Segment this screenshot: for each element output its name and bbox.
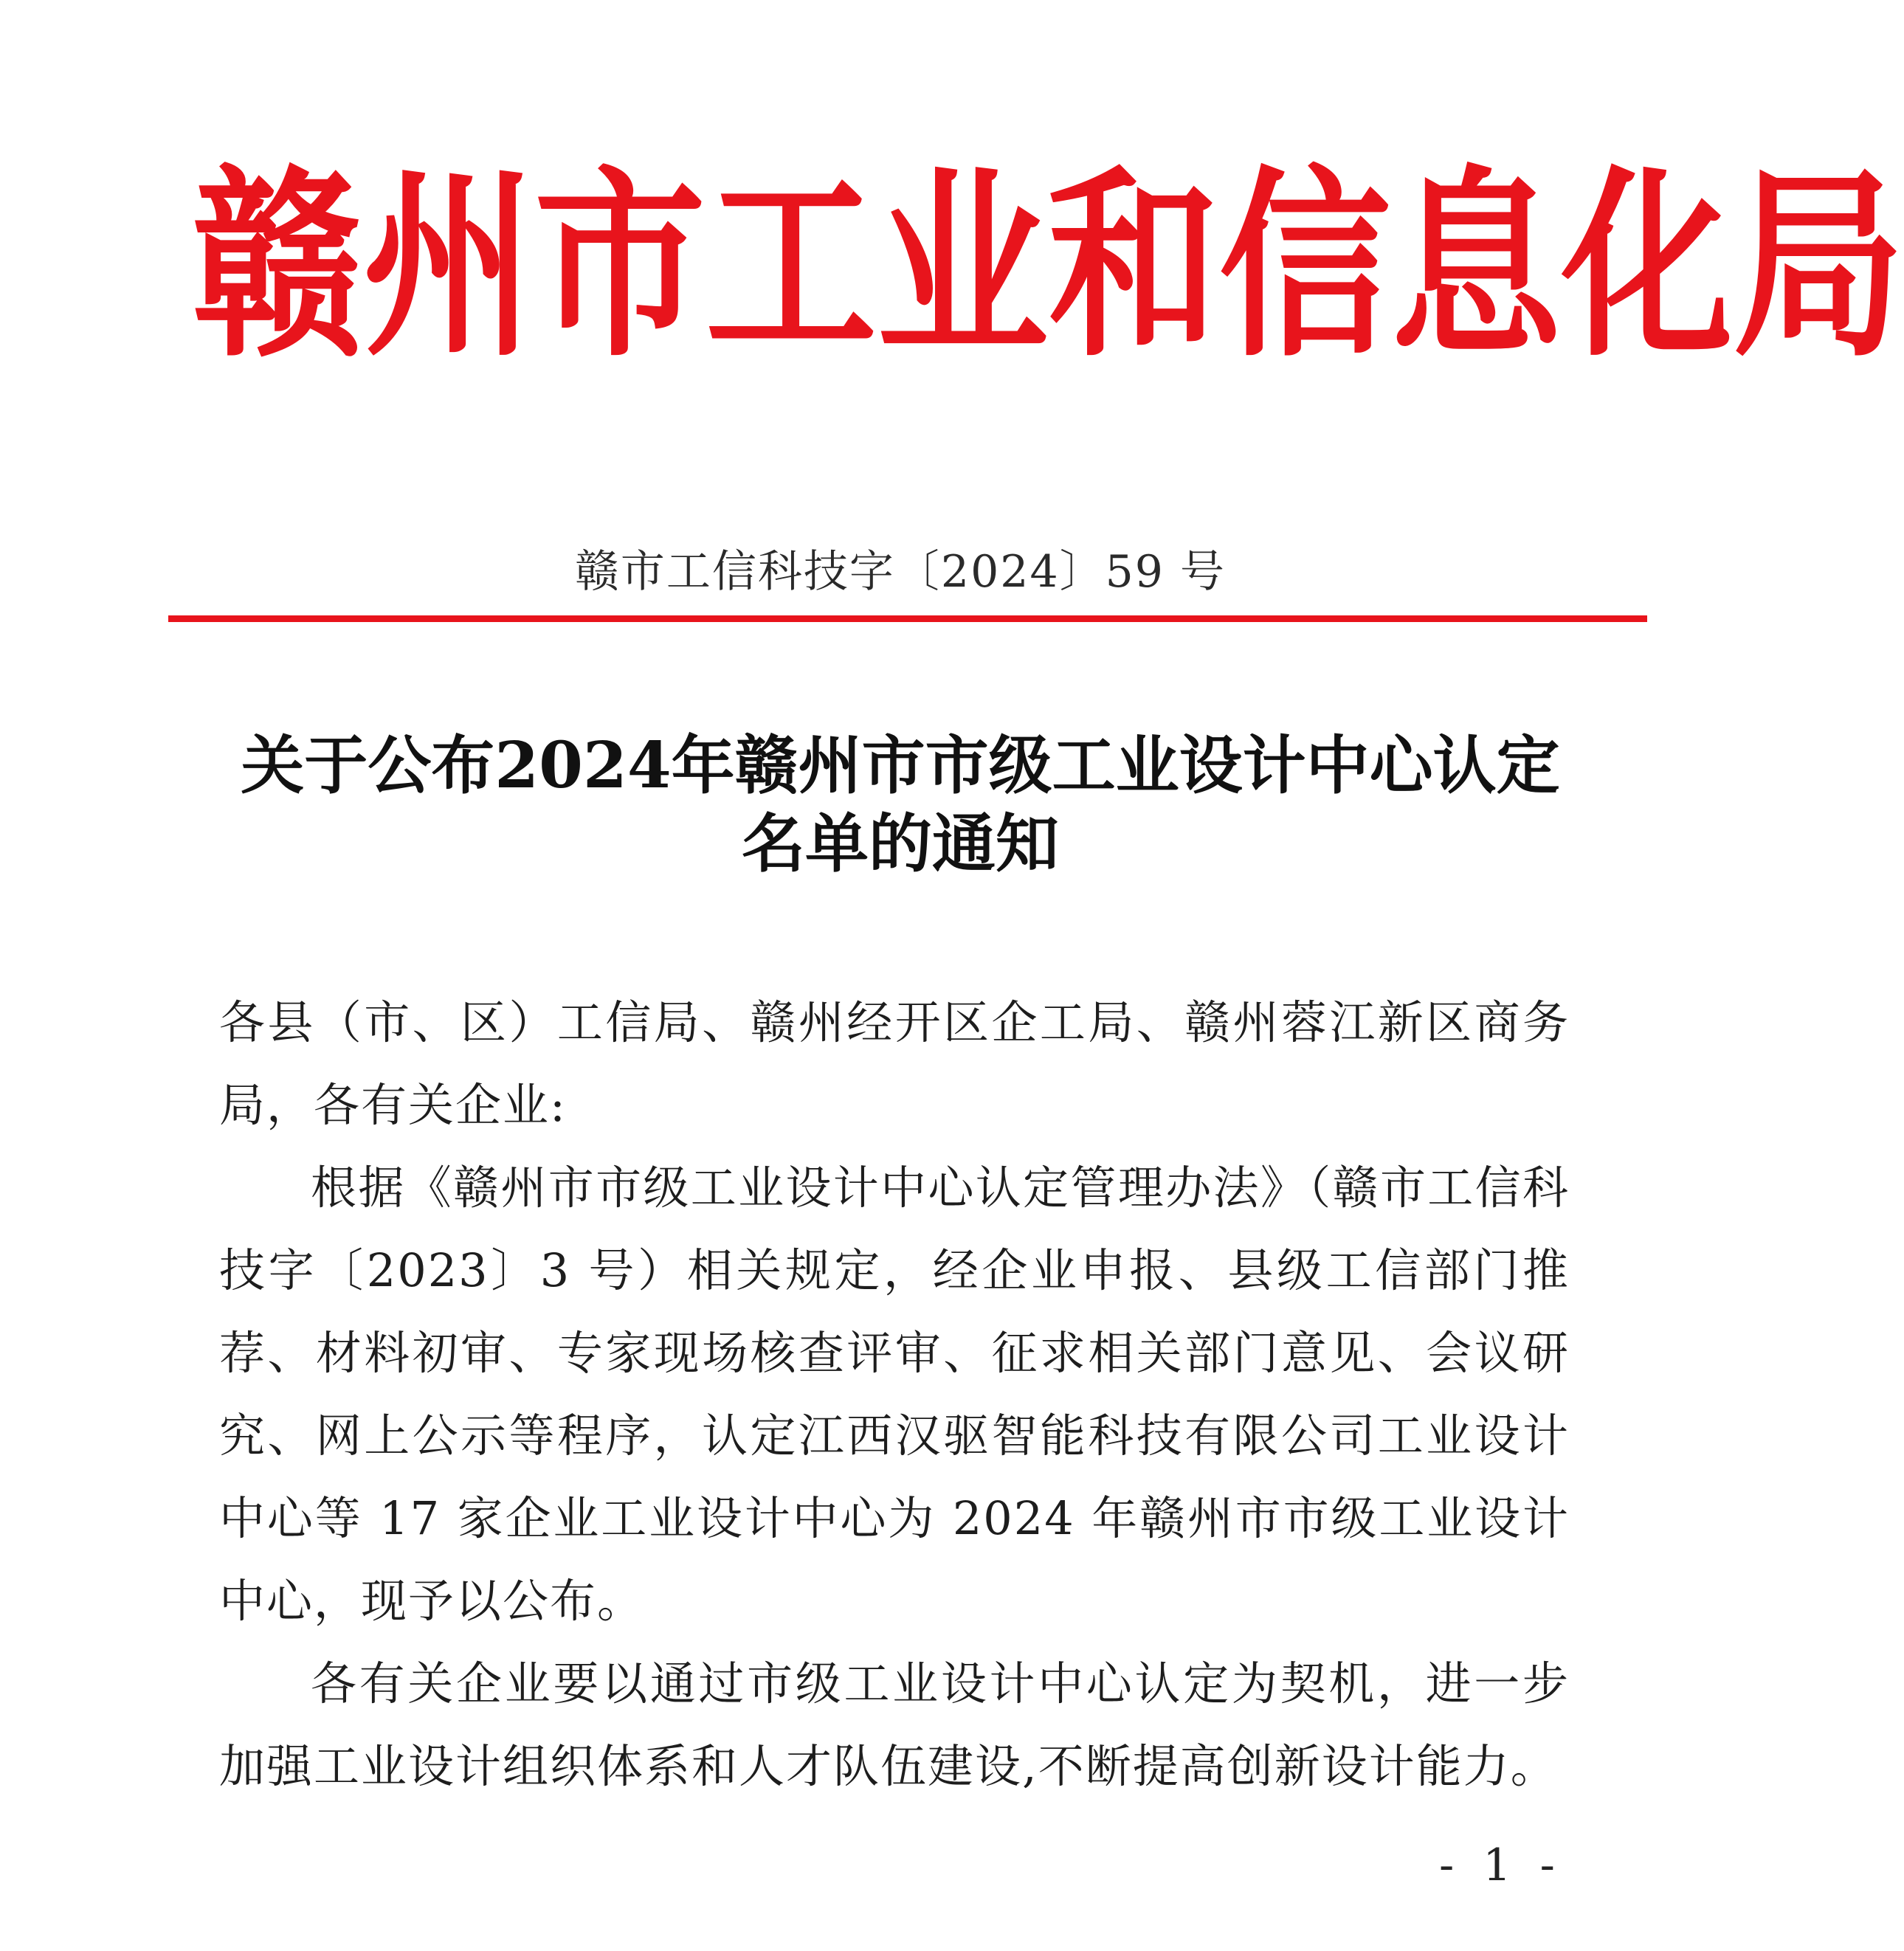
masthead-char: 息	[1390, 146, 1562, 384]
document-body	[219, 981, 1570, 1808]
masthead-char: 化	[1562, 146, 1734, 384]
salutation: 各县（市、区）工信局、赣州经开区企工局、赣州蓉江新区商务局，各有关企业:	[219, 995, 1570, 1132]
masthead-issuing-authority	[192, 146, 1904, 384]
masthead-char: 市	[534, 146, 706, 384]
body-paragraph-1: 根据《赣州市市级工业设计中心认定管理办法》（赣市工信科技字〔2023〕3 号）相关规定，经企业申报、县级工信部门推荐、材料初审、专家现场核查评审、征求相关部门意见、会议研究、网上公示等程序，认定江西汉驱智能科技有限公司工业设计中心等 17 家企业工业设计中心为 2024 年赣州市市级工业设计中心，现予以公布。	[219, 1161, 1570, 1628]
document-title	[148, 727, 1653, 883]
masthead-char: 州	[363, 146, 535, 384]
document-number: 赣市工信科技字〔2024〕59 号	[574, 546, 1227, 598]
body-paragraph-2: 各有关企业要以通过市级工业设计中心认定为契机，进一步加强工业设计组织体系和人才队伍建设,不断提高创新设计能力。	[219, 1657, 1570, 1793]
masthead-char: 赣	[192, 146, 364, 384]
page-number: - 1 -	[1439, 1840, 1562, 1891]
title-line-2: 名单的通知	[742, 807, 1059, 881]
red-separator-rule	[168, 615, 1647, 622]
masthead-char: 局	[1733, 146, 1904, 384]
masthead-char: 工	[706, 146, 877, 384]
masthead-char: 业	[877, 146, 1049, 384]
masthead-char: 和	[1048, 146, 1220, 384]
title-line-1: 关于公布2024年赣州市市级工业设计中心认定	[241, 728, 1560, 803]
masthead-char: 信	[1219, 146, 1391, 384]
